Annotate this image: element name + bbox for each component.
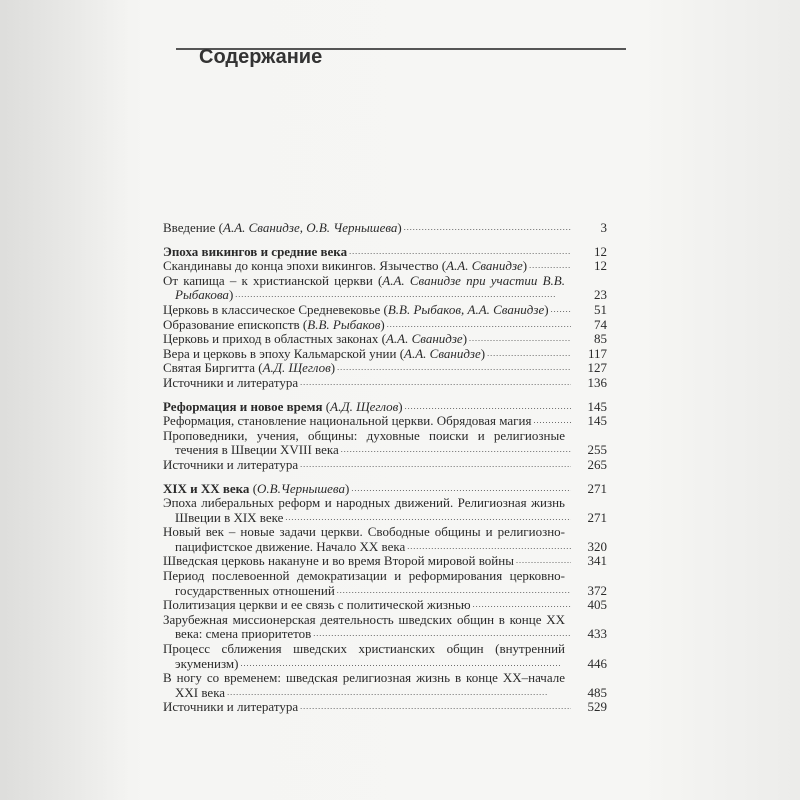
- entry-title: В ногу со временем: шведская религиозная жизнь в конце XX–начале XXI века: [163, 671, 565, 700]
- entry-text: [163, 554, 514, 568]
- entry-page-number: 485: [571, 686, 607, 701]
- page-title: Содержание: [199, 46, 323, 68]
- entry-title: Церковь в классическое Средневековье: [163, 302, 381, 317]
- entry-page-number: 265: [571, 458, 607, 473]
- entry-text: [163, 414, 531, 428]
- toc-entry: [163, 569, 607, 598]
- entry-text: [163, 525, 565, 554]
- entry-text: [163, 613, 565, 642]
- entry-page-number: 12: [571, 259, 607, 274]
- entry-author: А.А. Сванидзе: [446, 259, 523, 274]
- entry-title: Политизация церкви и ее связь с политической жизнью: [163, 598, 471, 613]
- toc-entry: [163, 671, 607, 700]
- entry-page-number: 405: [571, 598, 607, 613]
- entry-text: Святая Биргитта (А.Д. Щеглов) . . .: [163, 361, 335, 375]
- entry-text: [163, 642, 565, 671]
- entry-title: Процесс сближения шведских христианских общин (внутренний экуменизм): [163, 642, 565, 671]
- entry-text: От капища – к христианской церкви (А.А. Сванидзе при участии В.В. Рыбакова) . . .: [163, 274, 565, 303]
- entry-author: А.Д. Щеглов: [262, 361, 331, 376]
- entry-page-number: 51: [571, 303, 607, 318]
- toc-entry: [163, 376, 607, 391]
- entry-author: А.Д. Щеглов: [330, 399, 399, 414]
- toc-entry: [163, 361, 607, 376]
- entry-text: [163, 245, 347, 259]
- toc-entry: [163, 700, 607, 715]
- entry-title: Святая Биргитта: [163, 361, 255, 376]
- entry-text: Церковь и приход в областных законах (А.А. Сванидзе) . . .: [163, 332, 467, 346]
- entry-title: Эпоха либеральных реформ и народных движений. Религиозная жизнь Швеции в XIX веке: [163, 496, 565, 525]
- entry-title: Источники и литература: [163, 700, 299, 715]
- toc-entry: [163, 259, 607, 274]
- entry-title: Реформация и новое время: [163, 399, 323, 414]
- entry-title: Новый век – новые задачи церкви. Свободные общины и религиозно-пацифистское движение. Начало XX века: [163, 525, 565, 554]
- entry-text: [163, 671, 565, 700]
- entry-author: А.А. Сванидзе: [404, 346, 481, 361]
- entry-text: [163, 569, 565, 598]
- entry-title: Скандинавы до конца эпохи викингов. Язычество: [163, 259, 439, 274]
- entry-title: Образование епископств: [163, 317, 300, 332]
- toc-entry: [163, 598, 607, 613]
- entry-title: От капища – к христианской церкви: [163, 273, 373, 288]
- toc-entry: [163, 303, 607, 318]
- entry-page-number: 529: [571, 700, 607, 715]
- entry-text: [163, 598, 471, 612]
- toc-entry: [163, 221, 607, 236]
- entry-author: О.В.Чернышева: [257, 481, 345, 496]
- entry-page-number: 320: [571, 540, 607, 555]
- entry-text: [163, 376, 298, 390]
- entry-text: [163, 429, 565, 458]
- toc-entry: [163, 554, 607, 569]
- entry-title: Введение: [163, 221, 216, 235]
- entry-text: [163, 496, 565, 525]
- entry-author: А.А. Сванидзе при участии В.В. Рыбакова: [175, 273, 565, 303]
- entry-author: В.В. Рыбаков: [307, 317, 381, 332]
- entry-page-number: 117: [571, 347, 607, 362]
- toc-entry: [163, 318, 607, 333]
- entry-title: Источники и литература: [163, 375, 299, 390]
- toc-entry: [163, 347, 607, 362]
- entry-title: Период послевоенной демократизации и реформирования церковно-государственных отношений: [163, 569, 565, 598]
- entry-page-number: 255: [571, 443, 607, 458]
- entry-page-number: 136: [571, 376, 607, 391]
- entry-page-number: 446: [571, 657, 607, 672]
- entry-page-number: 145: [571, 414, 607, 429]
- entry-page-number: 3: [571, 221, 607, 236]
- page-shadow: [0, 0, 130, 800]
- toc-entry: [163, 332, 607, 347]
- entry-text: [163, 458, 298, 472]
- toc-entry: [163, 429, 607, 458]
- entry-page-number: 12: [571, 245, 607, 260]
- toc-section-heading: [163, 400, 607, 415]
- entry-title: Эпоха викингов и средние века: [163, 244, 348, 259]
- entry-text: Образование епископств (В.В. Рыбаков) . . .: [163, 318, 385, 332]
- entry-text: Реформация и новое время (А.Д. Щеглов) . . .: [163, 400, 403, 414]
- entry-title: Шведская церковь накануне и во время Второй мировой войны: [163, 554, 514, 569]
- entry-author: А.А. Сванидзе: [385, 332, 463, 347]
- toc-section-heading: [163, 482, 607, 497]
- toc-entry: [163, 274, 607, 303]
- toc-entry: [163, 458, 607, 473]
- toc-entry: [163, 642, 607, 671]
- entry-text: XIX и XX века (О.В.Чернышева) . . .: [163, 482, 349, 496]
- entry-text: Вера и церковь в эпоху Кальмарской унии (А.А. Сванидзе) . . .: [163, 347, 485, 361]
- entry-text: Введение (А.А. Сванидзе, О.В. Чернышева) . . .: [163, 221, 402, 235]
- entry-page-number: 271: [571, 482, 607, 497]
- entry-text: Скандинавы до конца эпохи викингов. Язычество (А.А. Сванидзе) . . .: [163, 259, 527, 273]
- entry-title: Зарубежная миссионерская деятельность шведских общин в конце XX века: смена приоритетов: [163, 612, 565, 642]
- entry-page-number: 74: [571, 318, 607, 333]
- entry-title: Проповедники, учения, общины: духовные поиски и религиозные течения в Швеции XVIII века: [163, 428, 565, 458]
- entry-title: Реформация, становление национальной церкви. Обрядовая магия: [163, 414, 532, 429]
- entry-title: XIX и XX века: [163, 481, 250, 496]
- entry-author: В.В. Рыбаков, А.А. Сванидзе: [387, 302, 545, 317]
- entry-text: Церковь в классическое Средневековье (В.В. Рыбаков, А.А. Сванидзе) . . .: [163, 303, 549, 317]
- toc-entry: [163, 525, 607, 554]
- toc-entry: [163, 496, 607, 525]
- entry-page-number: 145: [571, 400, 607, 415]
- entry-author: А.А. Сванидзе, О.В. Чернышева: [223, 221, 398, 235]
- toc-entry: [163, 414, 607, 429]
- entry-text: [163, 700, 298, 714]
- toc-section-heading: [163, 245, 607, 260]
- entry-page-number: 433: [571, 627, 607, 642]
- entry-title: Церковь и приход в областных законах: [163, 332, 379, 347]
- table-of-contents: [163, 221, 607, 715]
- entry-page-number: 341: [571, 554, 607, 569]
- entry-title: Вера и церковь в эпоху Кальмарской унии: [163, 346, 397, 361]
- entry-page-number: 271: [571, 511, 607, 526]
- toc-entry: [163, 613, 607, 642]
- entry-page-number: 372: [571, 584, 607, 599]
- entry-title: Источники и литература: [163, 457, 299, 472]
- entry-page-number: 127: [571, 361, 607, 376]
- entry-page-number: 85: [571, 332, 607, 347]
- entry-page-number: 23: [571, 288, 607, 303]
